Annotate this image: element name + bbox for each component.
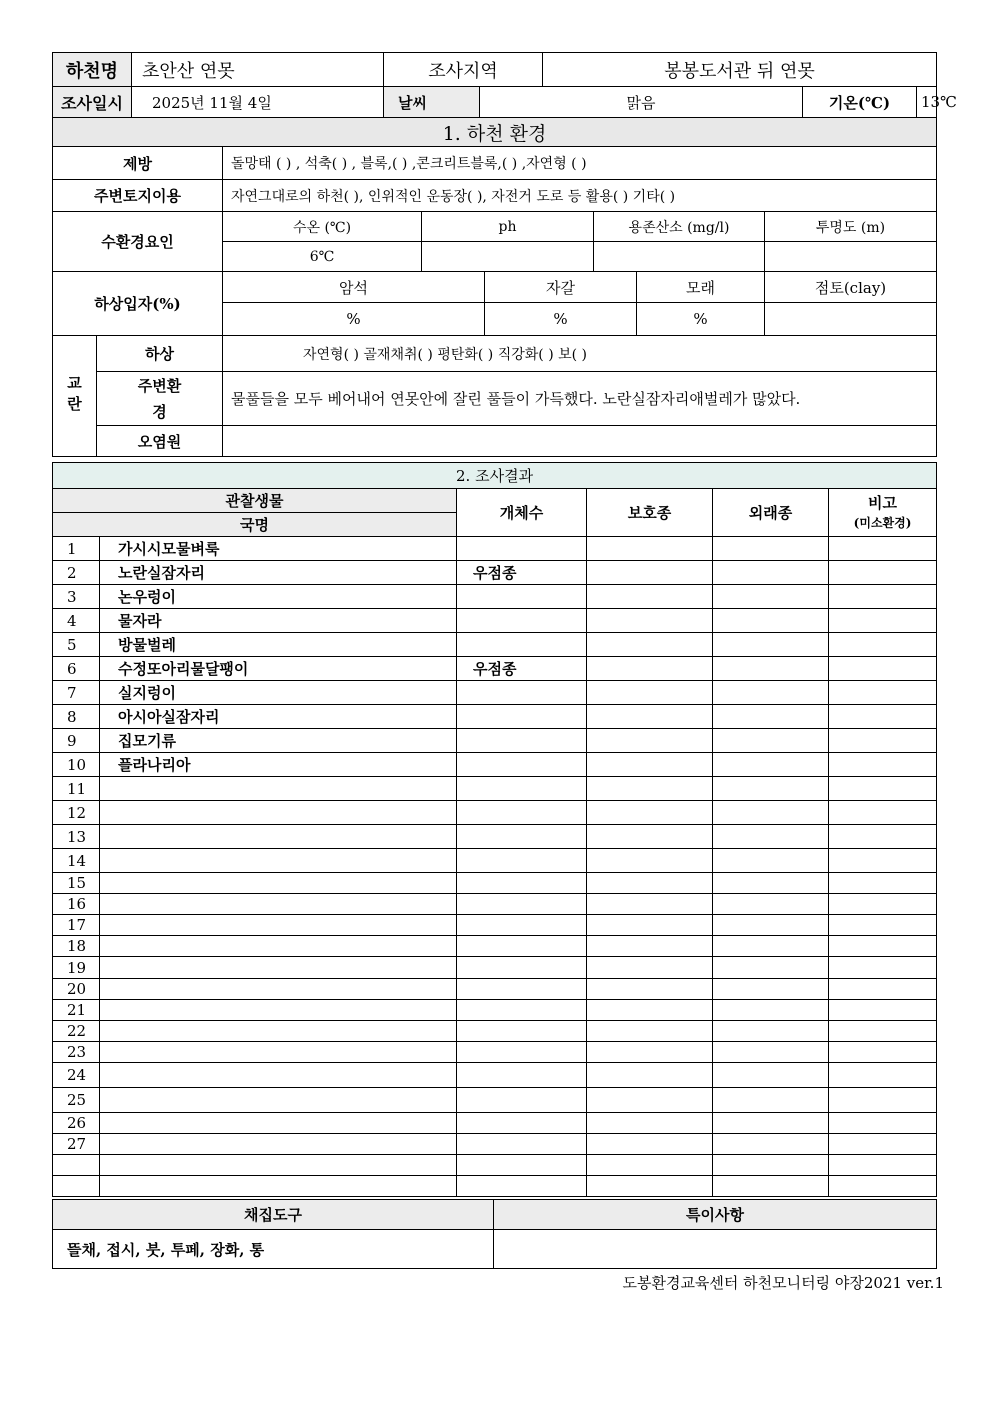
- water-temp-value: 6℃: [223, 242, 422, 272]
- bottom-table: [52, 1199, 937, 1269]
- table-row: [53, 915, 937, 936]
- organism-count: [457, 915, 587, 936]
- row-number: 1: [53, 537, 100, 561]
- row-number: 7: [53, 681, 100, 705]
- riverbed-value: 자연형( ) 골재채취( ) 평탄화( ) 직강화( ) 보( ): [223, 336, 937, 372]
- organism-name: [100, 1088, 457, 1113]
- organism-name: [100, 1021, 457, 1042]
- row-number: 8: [53, 705, 100, 729]
- protected-cell: [587, 777, 713, 801]
- organism-name: [100, 777, 457, 801]
- note-cell: [829, 561, 937, 585]
- transparency-value: [765, 242, 937, 272]
- protected-cell: [587, 936, 713, 957]
- alien-cell: [713, 633, 829, 657]
- alien-cell: [713, 979, 829, 1000]
- table-row: [53, 1000, 937, 1021]
- organism-count: [457, 894, 587, 915]
- protected-cell: [587, 681, 713, 705]
- table-row: [53, 753, 937, 777]
- dissolved-oxygen-header: 용존산소 (mg/l): [594, 212, 765, 242]
- organism-count: [457, 1042, 587, 1063]
- protected-cell: [587, 657, 713, 681]
- water-environment-label: 수환경요인: [53, 212, 223, 272]
- table-row: [53, 849, 937, 873]
- protected-cell: [587, 801, 713, 825]
- note-cell: [829, 1063, 937, 1088]
- clay-value: [765, 303, 937, 336]
- protected-cell: [587, 915, 713, 936]
- note-header-label: 비고: [868, 493, 898, 512]
- table-row: [53, 1113, 937, 1134]
- protected-cell: [587, 537, 713, 561]
- organism-count: [457, 1155, 587, 1176]
- protected-cell: [587, 753, 713, 777]
- organism-name: [100, 1042, 457, 1063]
- alien-cell: [713, 537, 829, 561]
- table-row: [53, 609, 937, 633]
- note-cell: [829, 915, 937, 936]
- row-number: 23: [53, 1042, 100, 1063]
- organism-name: [100, 1000, 457, 1021]
- alien-cell: [713, 957, 829, 979]
- organism-name: [100, 1176, 457, 1197]
- protected-cell: [587, 729, 713, 753]
- organism-count: [457, 537, 587, 561]
- note-cell: [829, 1000, 937, 1021]
- protected-cell: [587, 585, 713, 609]
- note-cell: [829, 633, 937, 657]
- table-row: [53, 801, 937, 825]
- row-number: 13: [53, 825, 100, 849]
- alien-cell: [713, 657, 829, 681]
- note-cell: [829, 979, 937, 1000]
- notes-label: 특이사항: [494, 1200, 937, 1230]
- protected-cell: [587, 849, 713, 873]
- table-row: [53, 561, 937, 585]
- organism-name: 물자라: [100, 609, 457, 633]
- row-number: 17: [53, 915, 100, 936]
- organism-name: 논우렁이: [100, 585, 457, 609]
- protected-cell: [587, 957, 713, 979]
- organism-count: [457, 957, 587, 979]
- organism-count: [457, 1134, 587, 1155]
- row-number: 3: [53, 585, 100, 609]
- alien-cell: [713, 915, 829, 936]
- rock-value: %: [223, 303, 485, 336]
- table-row: [53, 825, 937, 849]
- table-row: [53, 1042, 937, 1063]
- alien-cell: [713, 585, 829, 609]
- organism-count: [457, 849, 587, 873]
- alien-cell: [713, 753, 829, 777]
- note-cell: [829, 777, 937, 801]
- organism-name: 방물벌레: [100, 633, 457, 657]
- organism-count: [457, 801, 587, 825]
- land-use-value: 자연그대로의 하천( ), 인위적인 운동장( ), 자전거 도로 등 활용( ) 기타( ): [223, 180, 937, 212]
- protected-cell: [587, 873, 713, 894]
- organism-count: 우점종: [457, 561, 587, 585]
- note-cell: [829, 873, 937, 894]
- row-number: 5: [53, 633, 100, 657]
- row-number: 4: [53, 609, 100, 633]
- table-row: [53, 777, 937, 801]
- surroundings-label: 주변환경: [97, 372, 223, 426]
- row-number: 14: [53, 849, 100, 873]
- count-header: 개체수: [457, 489, 587, 537]
- row-number: 16: [53, 894, 100, 915]
- alien-cell: [713, 1063, 829, 1088]
- protected-cell: [587, 1021, 713, 1042]
- organism-name: 플라나리아: [100, 753, 457, 777]
- alien-cell: [713, 1176, 829, 1197]
- row-number: 27: [53, 1134, 100, 1155]
- row-number: 9: [53, 729, 100, 753]
- organism-name: [100, 957, 457, 979]
- bed-particle-label: 하상입자(%): [53, 272, 223, 336]
- organism-name: [100, 894, 457, 915]
- table-row: [53, 957, 937, 979]
- note-cell: [829, 657, 937, 681]
- organism-name: [100, 1134, 457, 1155]
- organism-name: [100, 1063, 457, 1088]
- alien-cell: [713, 1088, 829, 1113]
- row-number: 11: [53, 777, 100, 801]
- protected-cell: [587, 1134, 713, 1155]
- organism-name: 집모기류: [100, 729, 457, 753]
- note-cell: [829, 1155, 937, 1176]
- protected-cell: [587, 1042, 713, 1063]
- section1-title: 1. 하천 환경: [53, 118, 937, 147]
- note-cell: [829, 705, 937, 729]
- embankment-label: 제방: [53, 147, 223, 180]
- water-temp-header: 수온 (℃): [223, 212, 422, 242]
- weather-label: 날씨: [384, 87, 480, 118]
- organism-name: [100, 1113, 457, 1134]
- organism-count: [457, 705, 587, 729]
- alien-cell: [713, 936, 829, 957]
- organism-count: [457, 825, 587, 849]
- table-row: [53, 657, 937, 681]
- protected-cell: [587, 825, 713, 849]
- alien-cell: [713, 801, 829, 825]
- note-cell: [829, 1134, 937, 1155]
- note-header-sub: (미소환경): [853, 515, 912, 530]
- alien-cell: [713, 729, 829, 753]
- organism-count: [457, 936, 587, 957]
- organism-count: [457, 585, 587, 609]
- transparency-header: 투명도 (m): [765, 212, 937, 242]
- table-row: [53, 979, 937, 1000]
- organism-count: [457, 1176, 587, 1197]
- note-cell: [829, 585, 937, 609]
- note-cell: [829, 1176, 937, 1197]
- note-cell: [829, 957, 937, 979]
- alien-cell: [713, 777, 829, 801]
- alien-cell: [713, 825, 829, 849]
- note-cell: [829, 537, 937, 561]
- organism-count: [457, 1063, 587, 1088]
- alien-cell: [713, 1113, 829, 1134]
- row-number: [53, 1155, 100, 1176]
- note-cell: [829, 825, 937, 849]
- row-number: 21: [53, 1000, 100, 1021]
- note-cell: [829, 1113, 937, 1134]
- sand-value: %: [637, 303, 765, 336]
- alien-cell: [713, 894, 829, 915]
- row-number: 20: [53, 979, 100, 1000]
- alien-cell: [713, 1134, 829, 1155]
- river-name-label: 하천명: [53, 53, 132, 87]
- section2-title: 2. 조사결과: [53, 463, 937, 489]
- organism-name: [100, 849, 457, 873]
- alien-cell: [713, 1155, 829, 1176]
- alien-cell: [713, 1000, 829, 1021]
- alien-cell: [713, 705, 829, 729]
- table-row: [53, 1063, 937, 1088]
- note-cell: [829, 753, 937, 777]
- organism-count: [457, 777, 587, 801]
- weather-value: 맑음: [480, 87, 803, 118]
- protected-cell: [587, 1063, 713, 1088]
- organism-count: [457, 979, 587, 1000]
- table-row: [53, 705, 937, 729]
- gravel-header: 자갈: [485, 272, 637, 303]
- temperature-label: 기온(℃): [803, 87, 917, 118]
- organism-count: [457, 1113, 587, 1134]
- note-cell: [829, 1042, 937, 1063]
- alien-cell: [713, 561, 829, 585]
- note-cell: [829, 729, 937, 753]
- organism-name: [100, 936, 457, 957]
- note-cell: [829, 681, 937, 705]
- row-number: 15: [53, 873, 100, 894]
- survey-date-value: 2025년 11월 4일: [132, 87, 384, 118]
- tools-label: 채집도구: [53, 1200, 494, 1230]
- organism-count: [457, 1000, 587, 1021]
- alien-cell: [713, 1042, 829, 1063]
- protected-cell: [587, 979, 713, 1000]
- table-row: [53, 681, 937, 705]
- protected-cell: [587, 1176, 713, 1197]
- row-number: 12: [53, 801, 100, 825]
- organism-count: [457, 681, 587, 705]
- protected-cell: [587, 609, 713, 633]
- note-cell: [829, 936, 937, 957]
- row-number: 24: [53, 1063, 100, 1088]
- alien-cell: [713, 873, 829, 894]
- row-number: [53, 1176, 100, 1197]
- note-cell: [829, 894, 937, 915]
- table-row: [53, 537, 937, 561]
- pollution-label: 오염원: [97, 426, 223, 457]
- protected-cell: [587, 705, 713, 729]
- korean-name-header: 국명: [53, 513, 457, 537]
- river-environment-table: [52, 117, 937, 457]
- organism-name: [100, 915, 457, 936]
- river-name-value: 초안산 연못: [132, 53, 384, 87]
- table-row: [53, 1088, 937, 1113]
- row-number: 19: [53, 957, 100, 979]
- table-row: [53, 1134, 937, 1155]
- organism-name: [100, 1155, 457, 1176]
- organism-count: [457, 1088, 587, 1113]
- dissolved-oxygen-value: [594, 242, 765, 272]
- organism-name: [100, 801, 457, 825]
- table-row: [53, 873, 937, 894]
- protected-cell: [587, 561, 713, 585]
- row-number: 22: [53, 1021, 100, 1042]
- organism-count: [457, 873, 587, 894]
- row-number: 25: [53, 1088, 100, 1113]
- table-row: [53, 585, 937, 609]
- ph-header: ph: [422, 212, 594, 242]
- pollution-value: [223, 426, 937, 457]
- note-cell: [829, 1088, 937, 1113]
- table-row: [53, 1176, 937, 1197]
- protected-cell: [587, 1088, 713, 1113]
- note-cell: [829, 1021, 937, 1042]
- organism-count: [457, 609, 587, 633]
- protected-cell: [587, 633, 713, 657]
- embankment-value: 돌망태 ( ) , 석축( ) , 블록,( ) ,콘크리트블록,( ) ,자연형 ( ): [223, 147, 937, 180]
- note-header: [829, 489, 937, 537]
- table-row: [53, 633, 937, 657]
- organism-name: 가시시모물벼룩: [100, 537, 457, 561]
- organism-name: [100, 825, 457, 849]
- disturbance-label: 교란: [53, 336, 97, 457]
- ph-value: [422, 242, 594, 272]
- row-number: 6: [53, 657, 100, 681]
- footer-text: 도봉환경교육센터 하천모니터링 야장2021 ver.1: [622, 1274, 944, 1292]
- organism-name: 노란실잠자리: [100, 561, 457, 585]
- riverbed-label: 하상: [97, 336, 223, 372]
- row-number: 18: [53, 936, 100, 957]
- survey-area-value: 봉봉도서관 뒤 연못: [543, 53, 937, 87]
- organism-count: [457, 1021, 587, 1042]
- sand-header: 모래: [637, 272, 765, 303]
- protected-cell: [587, 1155, 713, 1176]
- notes-value: [494, 1230, 937, 1269]
- organism-count: [457, 729, 587, 753]
- row-number: 10: [53, 753, 100, 777]
- land-use-label: 주변토지이용: [53, 180, 223, 212]
- table-row: [53, 729, 937, 753]
- header-table: [52, 52, 957, 118]
- table-row: [53, 936, 937, 957]
- rock-header: 암석: [223, 272, 485, 303]
- organism-count: 우점종: [457, 657, 587, 681]
- row-number: 2: [53, 561, 100, 585]
- organism-name: 실지렁이: [100, 681, 457, 705]
- alien-cell: [713, 849, 829, 873]
- note-cell: [829, 849, 937, 873]
- survey-area-label: 조사지역: [384, 53, 543, 87]
- row-number: 26: [53, 1113, 100, 1134]
- temperature-value: 13℃: [917, 87, 937, 118]
- organism-count: [457, 633, 587, 657]
- note-cell: [829, 801, 937, 825]
- protected-header: 보호종: [587, 489, 713, 537]
- gravel-value: %: [485, 303, 637, 336]
- note-cell: [829, 609, 937, 633]
- table-row: [53, 1021, 937, 1042]
- alien-cell: [713, 681, 829, 705]
- table-row: [53, 1155, 937, 1176]
- organism-count: [457, 753, 587, 777]
- tools-value: 뜰채, 접시, 붓, 투페, 장화, 통: [53, 1230, 494, 1269]
- organism-name: 아시아실잠자리: [100, 705, 457, 729]
- organism-name: [100, 979, 457, 1000]
- protected-cell: [587, 894, 713, 915]
- survey-results-table: [52, 462, 937, 1197]
- clay-header: 점토(clay): [765, 272, 937, 303]
- observed-organism-header: 관찰생물: [53, 489, 457, 513]
- table-row: [53, 894, 937, 915]
- survey-date-label: 조사일시: [53, 87, 132, 118]
- alien-cell: [713, 609, 829, 633]
- alien-header: 외래종: [713, 489, 829, 537]
- organism-name: [100, 873, 457, 894]
- surroundings-value: 물풀들을 모두 베어내어 연못안에 잘린 풀들이 가득했다. 노란실잠자리애벌레가 많았다.: [223, 372, 937, 426]
- organism-name: 수정또아리물달팽이: [100, 657, 457, 681]
- protected-cell: [587, 1000, 713, 1021]
- protected-cell: [587, 1113, 713, 1134]
- alien-cell: [713, 1021, 829, 1042]
